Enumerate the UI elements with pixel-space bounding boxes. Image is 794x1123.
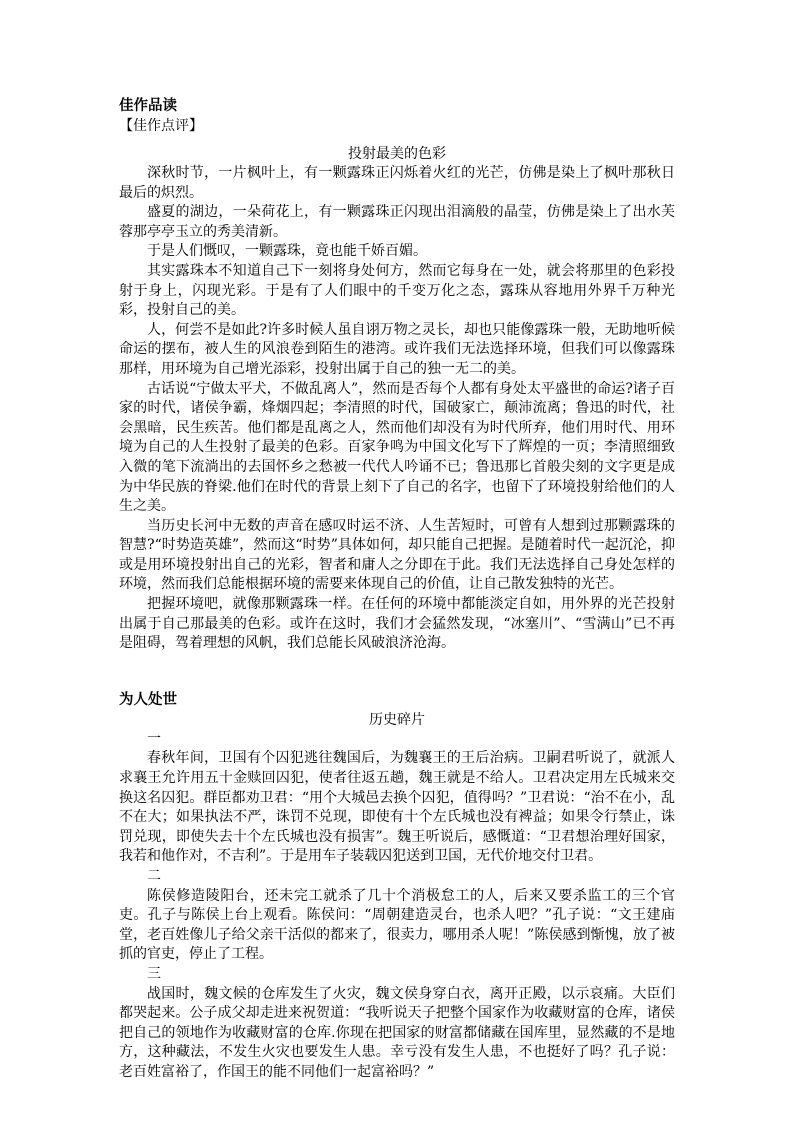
- article-title-2: 历史碎片: [369, 711, 425, 728]
- part-numeral: 二: [147, 868, 161, 884]
- part-numeral: 一: [147, 730, 161, 747]
- section-label-dianping: 【佳作点评】: [119, 118, 203, 134]
- paragraph: 其实露珠本不知道自己下一刻将身处何方，然而它每身在一处，就会将那里的色彩投射于身上，闪现光彩。于是有了人们眼中的千变万化之态，露珠从容地用外界千万种光彩，投射自己的美。: [119, 262, 675, 319]
- article-body-1: [119, 164, 675, 654]
- section-title-weiren: 为人处世: [119, 691, 177, 708]
- article-body-2: [119, 730, 675, 1083]
- paragraph: 春秋年间，卫国有个囚犯逃往魏国后，为魏襄王的王后治病。卫嗣君听说了，就派人求襄王允许用五十金赎回囚犯，使者往返五趟，魏王就是不给人。卫君决定用左氏城来交换这名囚犯。群臣都劝卫君：“用个大城邑去换个囚犯，值得吗？”卫君说：“治不在小，乱不在大；如果执法不严，诛罚不兑现，即使有十个左氏城也没有裨益；如果令行禁止，诛罚兑现，即使失去十个左氏城也没有损害”。魏王听说后，感慨道：“卫君想治理好国家，我若和他作对，不吉利”。于是用车子装载囚犯送到卫国，无代价地交付卫君。: [119, 750, 675, 865]
- paragraph: 人，何尝不是如此?许多时候人虽自诩万物之灵长，却也只能像露珠一般，无助地听候命运的摆布，被人生的风浪卷到陌生的港湾。或许我们无法选择环境，但我们可以像露珠那样，用环境为自己增光添彩，投射出属于自己的独一无二的美。: [119, 321, 675, 377]
- paragraph: 陈侯修造陵阳台，还未完工就杀了几十个消极怠工的人，后来又要杀监工的三个官吏。孔子与陈侯上台上观看。陈侯问：“周朝建造灵台，也杀人吧？”孔子说：“文王建庙堂，老百姓像儿子给父亲干活似的都来了，很卖力，哪用杀人呢！”陈侯感到惭愧，放了被抓的官吏，停止了工程。: [119, 887, 675, 963]
- document-page: [119, 96, 675, 1083]
- paragraph: 把握环境吧，就像那颗露珠一样。在任何的环境中都能淡定自如，用外界的光芒投射出属于自己那最美的色彩。或许在这时，我们才会猛然发现，“冰塞川”、“雪满山”已不再是阻碍，驾着理想的风帆，我们总能长风破浪济沧海。: [119, 596, 675, 652]
- section-title-jiazuo: 佳作品读: [119, 98, 177, 114]
- paragraph: 古话说“宁做太平犬，不做乱离人”，然而是否每个人都有身处太平盛世的命运?诸子百家的时代，诸侯争霸，烽烟四起；李清照的时代，国破家亡，颠沛流离；鲁迅的时代，社会黑暗，民生疾苦。他们都是乱离之人，然而他们却没有为时代所弃，他们用时代、用环境为自己的人生投射了最美的色彩。百家争鸣为中国文化写下了辉煌的一页；李清照细致入微的笔下流淌出的去国怀乡之愁被一代代人吟诵不已；鲁迅那匕首般尖刻的文字更是成为中华民族的脊梁.他们在时代的背景上刻下了自己的名字，也留下了环境投射给他们的人生之美。: [119, 380, 675, 515]
- paragraph: 深秋时节，一片枫叶上，有一颗露珠正闪烁着火红的光芒，仿佛是染上了枫叶那秋日最后的炽烈。: [119, 165, 675, 201]
- paragraph: 当历史长河中无数的声音在感叹时运不济、人生苦短时，可曾有人想到过那颗露珠的智慧?“时势造英雄”，然而这“时势”具体如何，却只能自己把握。是随着时代一起沉沦，抑或是用环境投射出自己的光彩，智者和庸人之分即在于此。我们无法选择自己身处怎样的环境，然而我们总能根据环境的需要来体现自己的价值，让自己散发独特的光芒。: [119, 517, 675, 593]
- paragraph: 盛夏的湖边，一朵荷花上，有一颗露珠正闪现出泪滴般的晶莹，仿佛是染上了出水芙蓉那亭亭玉立的秀美清新。: [119, 204, 675, 240]
- part-numeral: 三: [147, 965, 161, 982]
- article-title-1: 投射最美的色彩: [348, 146, 446, 162]
- paragraph: 于是人们慨叹，一颗露珠，竟也能千娇百媚。: [147, 243, 427, 260]
- section-divider-space: [119, 654, 675, 690]
- paragraph: 战国时，魏文候的仓库发生了火灾，魏文侯身穿白衣，离开正殿，以示哀痛。大臣们都哭起来。公子成父却走进来祝贺道：“我听说天子把整个国家作为收藏财富的仓库，诸侯把自己的领地作为收藏财富的仓库.你现在把国家的财富都储藏在国库里，显然藏的不是地方，这种藏法，不发生火灾也要发生人患。幸亏没有发生人患，不也挺好了吗？孔子说：老百姓富裕了，作国王的能不同他们一起富裕吗？”: [119, 985, 675, 1080]
